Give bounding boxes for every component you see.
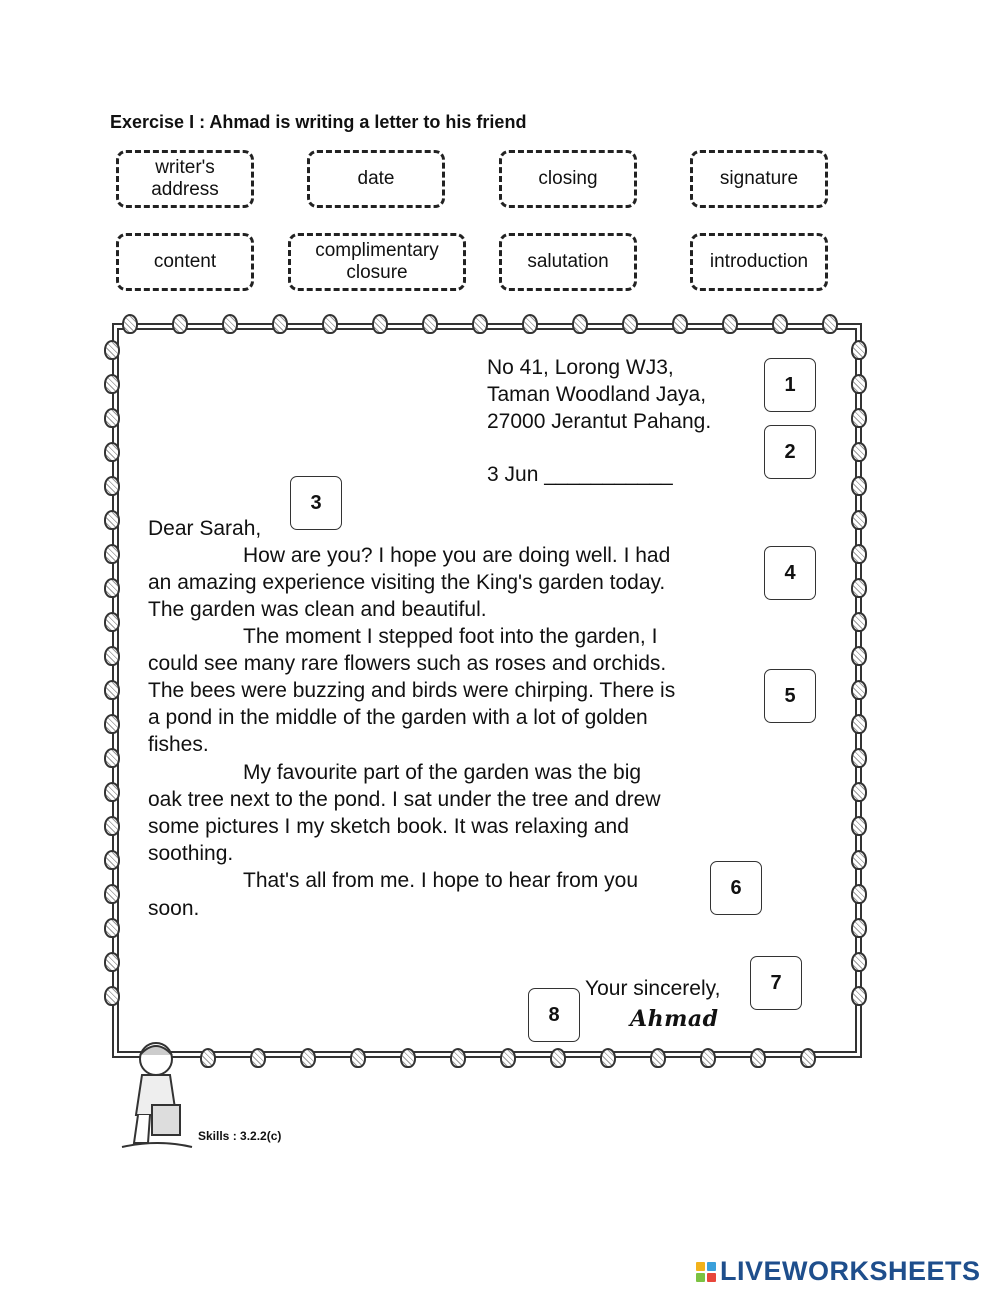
frame-bead [851,816,867,836]
frame-bead [650,1048,666,1068]
label-salutation[interactable]: salutation [499,233,637,291]
address-line-2: Taman Woodland Jaya, [487,383,707,406]
frame-bead [851,442,867,462]
frame-bead [851,986,867,1006]
frame-bead [200,1048,216,1068]
letter-line [148,623,657,651]
label-introduction[interactable]: introduction [690,233,828,291]
frame-bead [851,544,867,564]
address-line-3: 27000 Jerantut Pahang. [487,410,712,433]
letter-salutation: Dear Sarah, [148,517,262,540]
letter-line [148,867,638,895]
brand-name: LIVEWORKSHEETS [720,1256,981,1286]
label-closing[interactable]: closing [499,150,637,208]
frame-bead [104,510,120,530]
frame-bead [851,782,867,802]
letter-line [148,759,641,787]
letter-line: The bees were buzzing and birds were chirping. There is [148,679,676,702]
frame-bead [851,680,867,700]
letter-line: soothing. [148,842,234,865]
frame-bead [851,714,867,734]
frame-bead [104,442,120,462]
frame-bead [851,408,867,428]
frame-bead [851,646,867,666]
letter-line: The garden was clean and beautiful. [148,598,487,621]
frame-bead [851,850,867,870]
letter-line: some pictures I my sketch book. It was relaxing and [148,815,629,838]
frame-bead [822,314,838,334]
frame-bead [222,314,238,334]
frame-bead [104,714,120,734]
frame-bead [104,918,120,938]
frame-bead [104,408,120,428]
frame-bead [851,612,867,632]
frame-bead [851,578,867,598]
frame-bead [851,374,867,394]
frame-bead [104,646,120,666]
frame-bead [600,1048,616,1068]
frame-bead [272,314,288,334]
frame-bead [104,986,120,1006]
frame-bead [104,374,120,394]
frame-bead [104,952,120,972]
answer-box-3[interactable]: 3 [290,476,342,530]
label-complimentary-closure[interactable]: complimentary closure [288,233,466,291]
label-writers-address[interactable]: writer's address [116,150,254,208]
frame-bead [672,314,688,334]
frame-bead [500,1048,516,1068]
frame-bead [851,918,867,938]
letter-line-text: The moment I stepped foot into the garden, I [243,625,658,648]
frame-bead [104,850,120,870]
frame-decoration-top [122,314,838,334]
letter-line-text: My favourite part of the garden was the big [243,761,642,784]
frame-bead [104,476,120,496]
frame-bead [700,1048,716,1068]
letter-line: an amazing experience visiting the King's garden today. [148,571,666,594]
letter-closing: Your sincerely, [585,977,721,1000]
letter-line [148,542,670,570]
letter-line: oak tree next to the pond. I sat under the tree and drew [148,788,661,811]
frame-bead [800,1048,816,1068]
frame-bead [372,314,388,334]
answer-box-2[interactable]: 2 [764,425,816,479]
frame-bead [622,314,638,334]
letter-date: 3 Jun ___________ [487,463,673,486]
letter-line: soon. [148,897,200,920]
frame-bead [122,314,138,334]
frame-bead [750,1048,766,1068]
letter-line: a pond in the middle of the garden with a lot of golden [148,706,648,729]
frame-bead [104,748,120,768]
letter-line-text: How are you? I hope you are doing well. I had [243,544,671,567]
answer-box-8[interactable]: 8 [528,988,580,1042]
frame-decoration-left [104,340,120,1006]
exercise-title: Exercise I : Ahmad is writing a letter to his friend [110,112,527,132]
frame-bead [422,314,438,334]
frame-bead [350,1048,366,1068]
frame-bead [250,1048,266,1068]
frame-bead [172,314,188,334]
frame-bead [550,1048,566,1068]
address-line-1: No 41, Lorong WJ3, [487,356,674,379]
answer-box-5[interactable]: 5 [764,669,816,723]
frame-bead [104,340,120,360]
answer-box-7[interactable]: 7 [750,956,802,1010]
frame-bead [851,340,867,360]
frame-bead [522,314,538,334]
skills-code: Skills : 3.2.2(c) [198,1129,282,1143]
label-date[interactable]: date [307,150,445,208]
liveworksheets-logo[interactable] [696,1256,981,1287]
frame-bead [104,782,120,802]
letter-line: could see many rare flowers such as roses and orchids. [148,652,667,675]
letter-line: fishes. [148,733,209,756]
brand-blocks-icon [696,1262,716,1282]
child-illustration [118,1035,196,1153]
frame-bead [472,314,488,334]
frame-bead [722,314,738,334]
frame-decoration-bottom [150,1048,816,1068]
frame-bead [104,578,120,598]
frame-bead [104,612,120,632]
answer-box-1[interactable]: 1 [764,358,816,412]
frame-bead [322,314,338,334]
frame-bead [851,884,867,904]
label-content[interactable]: content [116,233,254,291]
frame-bead [851,510,867,530]
frame-bead [104,884,120,904]
frame-bead [851,952,867,972]
answer-box-6[interactable]: 6 [710,861,762,915]
frame-bead [300,1048,316,1068]
frame-bead [104,680,120,700]
frame-decoration-right [851,340,867,1006]
letter-line-text: That's all from me. I hope to hear from you [243,869,639,892]
label-signature[interactable]: signature [690,150,828,208]
signature-handwriting: Ahmad [630,1006,719,1032]
answer-box-4[interactable]: 4 [764,546,816,600]
frame-bead [450,1048,466,1068]
frame-bead [400,1048,416,1068]
frame-bead [851,748,867,768]
frame-bead [572,314,588,334]
frame-bead [104,544,120,564]
frame-bead [851,476,867,496]
frame-bead [772,314,788,334]
frame-bead [104,816,120,836]
